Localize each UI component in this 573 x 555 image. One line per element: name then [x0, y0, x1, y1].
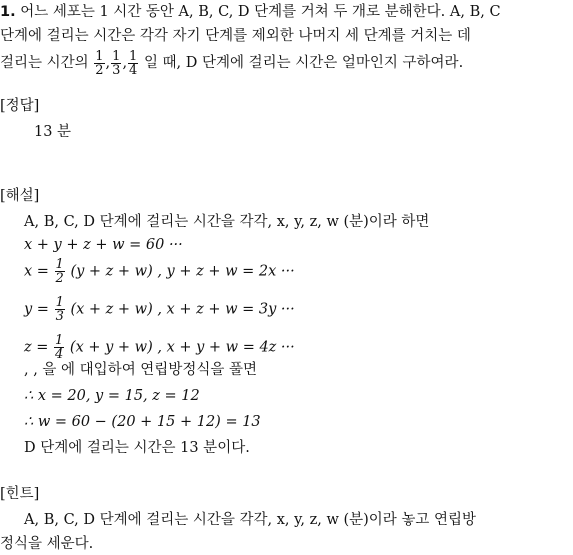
equation-4-fraction: $\frac{1}{4}$: [55, 333, 64, 362]
question-line-1: [0, 2, 501, 22]
substitution-text: , , 을 에 대입하여 연립방정식을 풀면: [24, 362, 257, 378]
conclusion-text: D 단계에 걸리는 시간은 13 분이다.: [24, 440, 250, 456]
question-line-3: 걸리는 시간의 $\frac{1}{2}$ , $\frac{1}{3}$ , $\frac{1}{4}$ 일 때, D 단계에 걸리는 시간은 얼마인지 구하여라.: [0, 48, 464, 78]
fraction-third: $\frac{1}{3}$: [112, 48, 121, 78]
answer-value: 13 분: [34, 124, 72, 140]
hint-line-1: A, B, C, D 단계에 걸리는 시간을 각각, x, y, z, w (분)이라 놓고 연립방: [24, 512, 477, 528]
result-w: ∴ w = 60 − (20 + 15 + 12) = 13: [24, 414, 261, 430]
explanation-intro: A, B, C, D 단계에 걸리는 시간을 각각, x, y, z, w (분)이라 하면: [24, 214, 430, 230]
equation-2: x = $\frac{1}{2}$ (y + z + w) , y + z + w = 2x ···: [24, 257, 295, 286]
hint-line-2: 정식을 세운다.: [0, 536, 94, 552]
question-text-3-pre: 걸리는 시간의: [0, 55, 89, 71]
equation-3: y = $\frac{1}{3}$ (x + z + w) , x + z + w = 3y ···: [24, 295, 295, 324]
fraction-quarter: $\frac{1}{4}$: [129, 48, 138, 78]
question-line-2: [0, 26, 471, 46]
question-text-2: 단계에 걸리는 시간은 각각 자기 단계를 제외한 나머지 세 단계를 거치는 데: [0, 28, 471, 44]
hint-heading: [힌트]: [0, 486, 40, 502]
equation-1: x + y + z + w = 60 ···: [24, 237, 183, 253]
explanation-heading: [해설]: [0, 188, 40, 204]
equation-4: z = $\frac{1}{4}$ (x + y + w) , x + y + w = 4z ···: [24, 333, 295, 362]
question-text-3-post: 일 때, D 단계에 걸리는 시간은 얼마인지 구하여라.: [143, 55, 464, 71]
answer-heading: [정답]: [0, 98, 40, 114]
fraction-half: $\frac{1}{2}$: [95, 48, 104, 78]
equation-2-fraction: $\frac{1}{2}$: [55, 257, 64, 286]
question-text-1: 어느 세포는 1 시간 동안 A, B, C, D 단계를 거쳐 두 개로 분해한다. A, B, C: [20, 4, 501, 20]
equation-3-fraction: $\frac{1}{3}$: [55, 295, 64, 324]
result-xyz: ∴ x = 20, y = 15, z = 12: [24, 388, 200, 404]
question-number: 1.: [0, 4, 16, 20]
